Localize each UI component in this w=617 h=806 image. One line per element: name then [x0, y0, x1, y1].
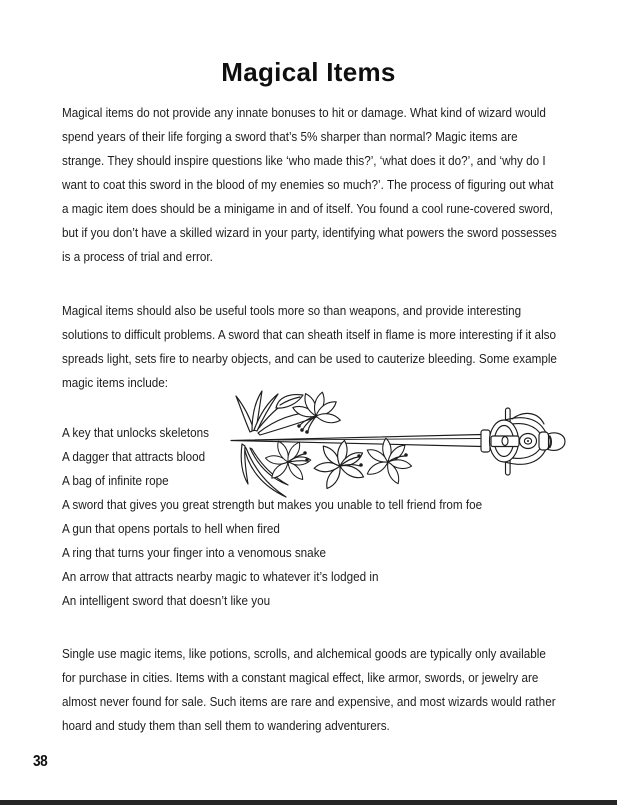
page-title: Magical Items — [221, 57, 396, 87]
availability-paragraph: Single use magic items, like potions, scrolls, and alchemical goods are typically only available for purchase in cities. Items with a constant magical effect, like armor, swords, or jewelry are almost never found for sale. Such items are rare and expensive, and most wizards would rather hoard and study them than sell them to wandering adventurers. — [62, 646, 556, 733]
list-item: An arrow that attracts nearby magic to whatever it’s lodged in — [62, 569, 379, 584]
magic-item-examples-list — [62, 421, 561, 613]
list-item: A gun that opens portals to hell when fired — [62, 521, 280, 536]
page-number: 38 — [33, 753, 48, 770]
intro-paragraph: Magical items do not provide any innate bonuses to hit or damage. What kind of wizard would spend years of their life forging a sword that’s 5% sharper than normal? Magic items are strange. They should inspire questions like ‘who made this?’, ‘what does it do?’, and ‘why do I want to coat this sword in the blood of my enemies so much?’. The process of figuring out what a magic item does should be a minigame in and of itself. You found a cool rune-covered sword, but if you don’t have a skilled wizard in your party, identifying what powers the sword possesses is a process of trial and error. — [62, 105, 557, 264]
list-item: A ring that turns your finger into a venomous snake — [62, 545, 327, 560]
list-item: An intelligent sword that doesn’t like you — [62, 593, 271, 608]
footer-bar — [0, 800, 617, 805]
list-item: A sword that gives you great strength but makes you unable to tell friend from foe — [62, 497, 483, 512]
list-item: A key that unlocks skeletons — [62, 425, 209, 440]
usefulness-paragraph: Magical items should also be useful tools more so than weapons, and provide interesting solutions to difficult problems. A sword that can sheath itself in flame is more interesting if it also spreads light, sets fire to nearby objects, and can be used to cauterize bleeding. Some example magic items include: — [62, 303, 557, 390]
list-item: A bag of infinite rope — [62, 473, 169, 488]
list-item: A dagger that attracts blood — [62, 449, 206, 464]
